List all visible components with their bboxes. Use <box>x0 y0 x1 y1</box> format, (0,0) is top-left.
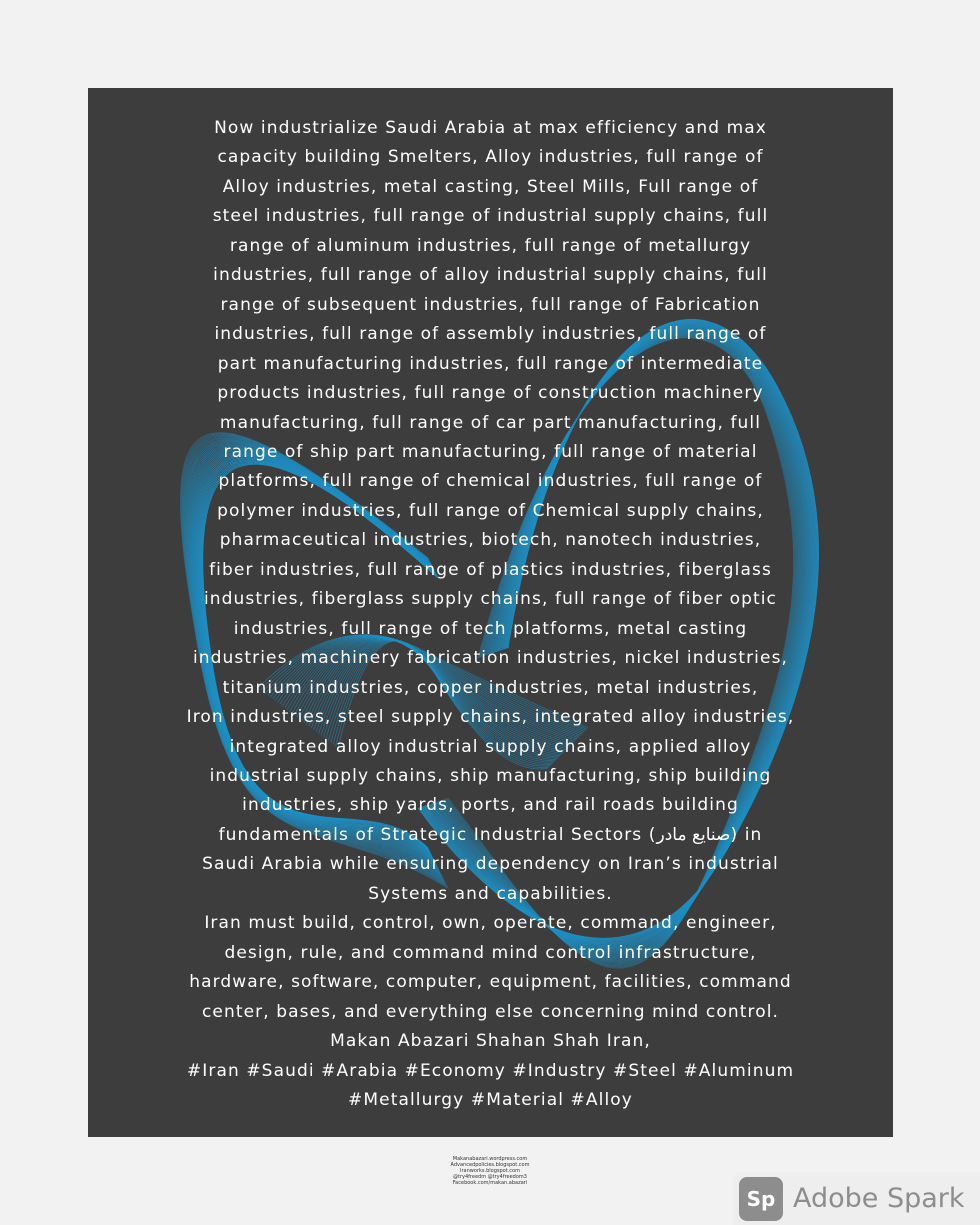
poster-text-line: Now industrialize Saudi Arabia at max efficiency and max <box>214 118 767 138</box>
poster-text-line: design, rule, and command mind control infrastructure, <box>224 942 757 963</box>
poster-text-line: center, bases, and everything else concerning mind control. <box>201 1001 780 1022</box>
poster-text-line: hardware, software, computer, equipment, facilities, command <box>189 972 792 993</box>
poster-text-line: part manufacturing industries, full range of intermediate <box>217 353 764 374</box>
poster-text-line: range of ship part manufacturing, full range of material <box>223 441 758 462</box>
adobe-spark-label: Adobe Spark <box>793 1183 965 1214</box>
poster-text-line: industries, full range of tech platforms, metal casting <box>233 618 748 639</box>
poster-text-line: range of subsequent industries, full range of Fabrication <box>220 294 761 315</box>
poster-text-line: Makan Abazari Shahan Shah Iran, <box>330 1031 651 1052</box>
poster-text-line: Iron industries, steel supply chains, integrated alloy industries, <box>186 707 795 728</box>
poster-text-line: Systems and capabilities. <box>368 883 613 904</box>
poster-text-line: capacity building Smelters, Alloy industries, full range of <box>217 147 764 168</box>
poster-text-line: fundamentals of Strategic Industrial Sectors (صنایع مادر) in <box>218 824 763 845</box>
poster-text-line: platforms, full range of chemical industries, full range of <box>218 471 763 492</box>
poster-text-line: industries, ship yards, ports, and rail roads building <box>242 795 739 816</box>
poster-text-line: pharmaceutical industries, biotech, nanotech industries, <box>219 530 762 551</box>
poster-text-line: polymer industries, full range of Chemical supply chains, <box>217 500 764 521</box>
poster-text-line: manufacturing, full range of car part manufacturing, full <box>219 412 762 433</box>
poster-text-line: industries, fiberglass supply chains, full range of fiber optic <box>203 589 778 610</box>
poster-text-line: industries, machinery fabrication industries, nickel industries, <box>192 648 789 669</box>
footer-line: Facebook.com/makan.abazari <box>452 1180 528 1186</box>
poster-text-line: integrated alloy industrial supply chains, applied alloy <box>229 736 752 757</box>
poster-text-line: titanium industries, copper industries, metal industries, <box>222 677 759 698</box>
poster-text-line: Alloy industries, metal casting, Steel Mills, Full range of <box>222 176 759 197</box>
poster-text-line: range of aluminum industries, full range of metallurgy <box>229 235 752 256</box>
poster-text-line: products industries, full range of construction machinery <box>217 383 764 404</box>
adobe-spark-logo-icon: Sp <box>739 1177 783 1221</box>
poster-text-line: #Iran #Saudi #Arabia #Economy #Industry #Steel #Aluminum <box>186 1060 795 1081</box>
adobe-spark-badge[interactable] <box>733 1172 980 1225</box>
poster-text-line: industrial supply chains, ship manufacturing, ship building <box>209 765 772 786</box>
poster-text-line: industries, full range of assembly industries, full range of <box>214 324 767 345</box>
footer-credits <box>390 1156 590 1186</box>
poster-text-line: Iran must build, control, own, operate, command, engineer, <box>204 913 777 934</box>
poster-text <box>148 114 833 1115</box>
poster-text-line: #Metallurgy #Material #Alloy <box>348 1089 633 1110</box>
poster-text-line: industries, full range of alloy industrial supply chains, full <box>213 265 768 286</box>
footer-line: Iranworks.blogspot.com <box>460 1168 520 1174</box>
poster-text-line: steel industries, full range of industrial supply chains, full <box>212 206 769 227</box>
poster-card <box>88 88 893 1137</box>
poster-text-line: Saudi Arabia while ensuring dependency on Iran’s industrial <box>202 854 779 875</box>
footer-line: Makanabazari.wordpress.com <box>452 1156 528 1162</box>
footer-line: @try4freedm @try4freedom3 <box>453 1174 527 1180</box>
poster-text-line: fiber industries, full range of plastics industries, fiberglass <box>209 559 772 580</box>
footer-line: Advancedpolicies.blogspot.com <box>450 1162 530 1168</box>
